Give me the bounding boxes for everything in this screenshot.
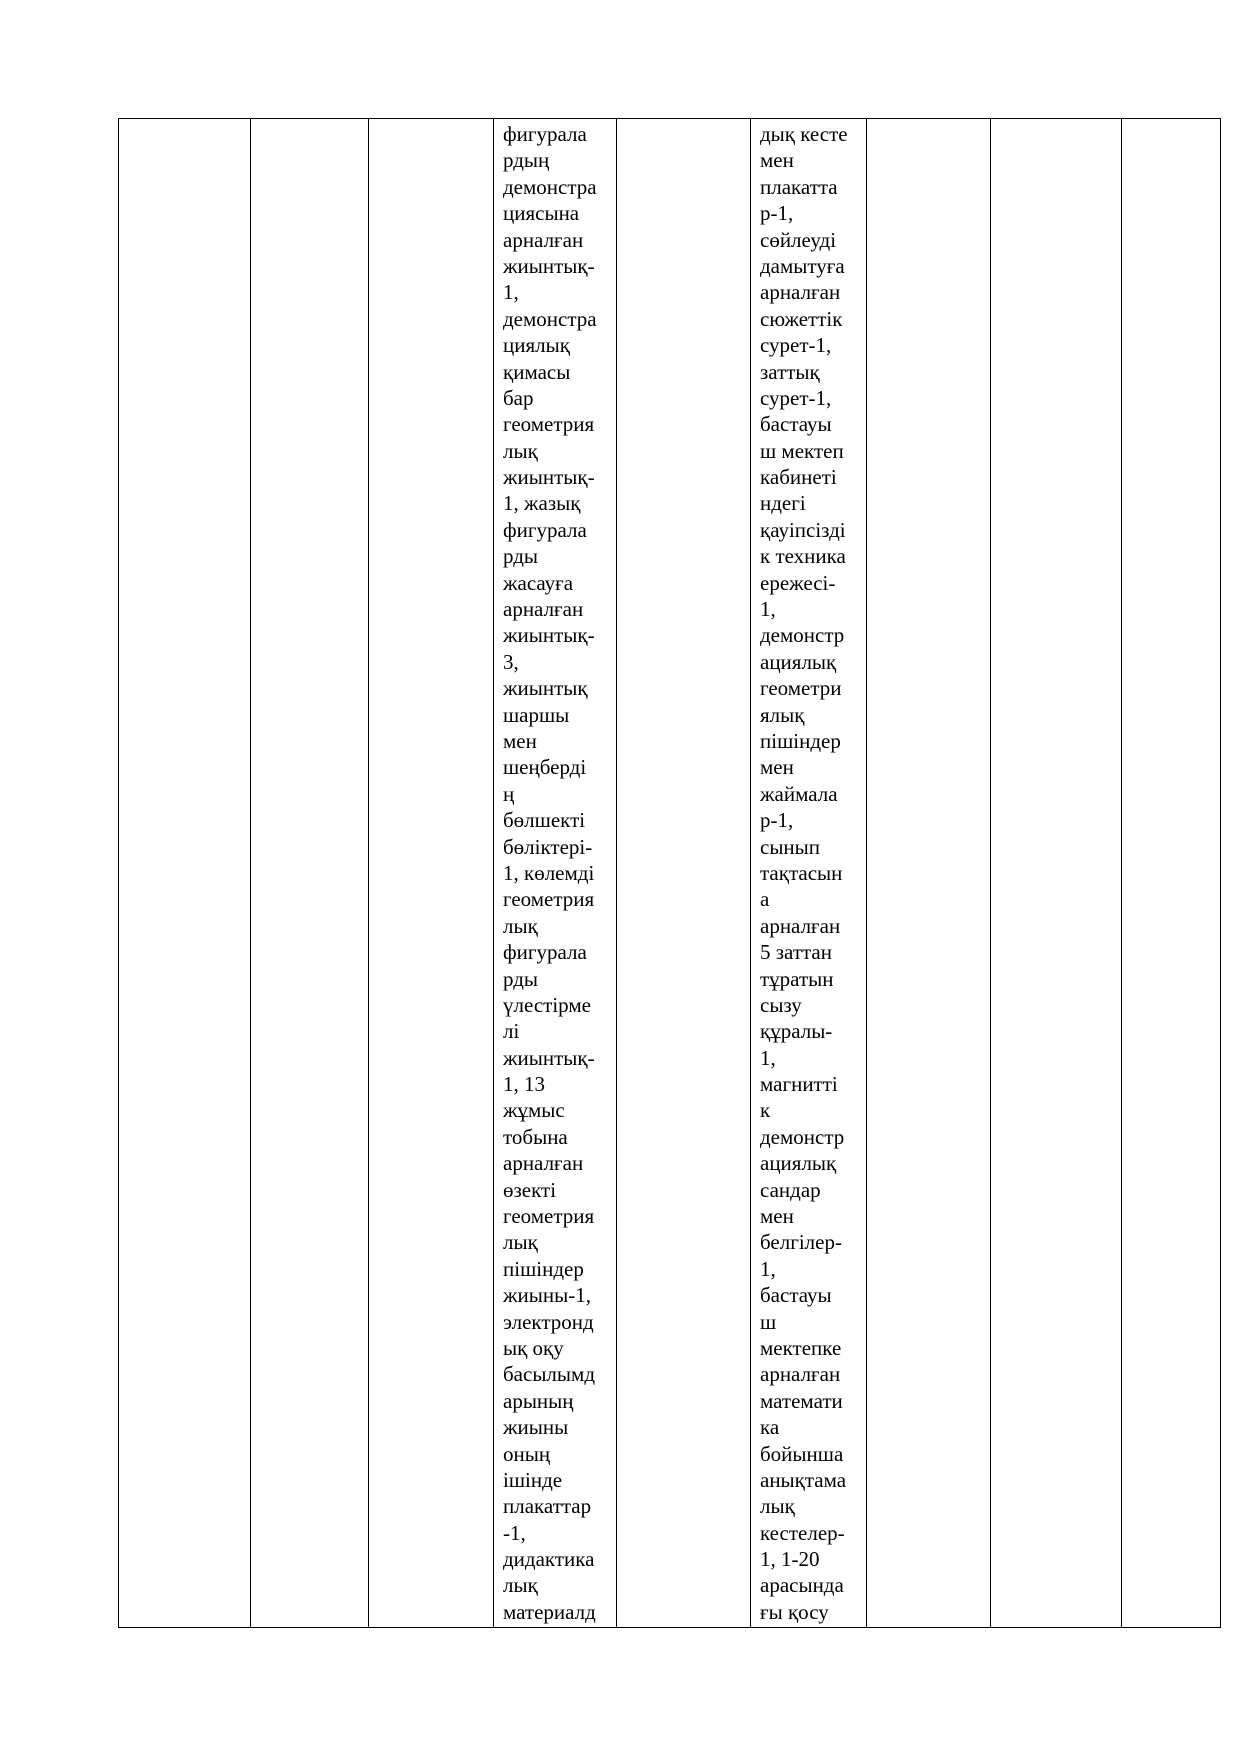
text-line: рдың: [503, 148, 550, 173]
text-line: бар: [503, 385, 534, 410]
text-line: шеңберді: [503, 755, 587, 780]
text-line: сынып: [760, 834, 821, 859]
text-line: сурет-1,: [760, 333, 832, 358]
text-line: 1, көлемді: [503, 860, 595, 885]
text-line: плакатта: [760, 174, 838, 199]
text-line: 1,: [503, 280, 519, 305]
text-line: к техника: [760, 544, 846, 569]
text-line: мен: [503, 728, 537, 753]
table-cell-equipment-list-a: [503, 121, 597, 1625]
text-line: демонстра: [503, 306, 597, 331]
text-line: ш: [760, 1309, 777, 1334]
text-line: ндегі: [760, 491, 806, 516]
text-line: материалд: [503, 1599, 596, 1624]
text-line: ғы қосу: [760, 1599, 829, 1624]
text-line: геометри: [760, 676, 842, 701]
text-line: құралы-: [760, 1019, 833, 1044]
text-line: мен: [760, 755, 794, 780]
text-line: кестелер-: [760, 1520, 845, 1545]
text-line: р-1,: [760, 808, 794, 833]
text-line: -1,: [503, 1520, 526, 1545]
text-line: бойынша: [760, 1441, 844, 1466]
text-line: бөліктері-: [503, 834, 593, 859]
text-line: демонстр: [760, 1124, 845, 1149]
text-line: 1, жазық: [503, 491, 581, 516]
text-line: тұратын: [760, 966, 834, 991]
text-line: қауіпсізді: [760, 517, 846, 542]
text-line: жиыны-1,: [503, 1283, 591, 1308]
text-line: сызу: [760, 992, 802, 1017]
text-line: қимасы: [503, 359, 571, 384]
text-line: демонстр: [760, 623, 845, 648]
text-line: сурет-1,: [760, 385, 832, 410]
text-line: рды: [503, 544, 539, 569]
column-divider-6: [866, 118, 867, 1628]
text-line: заттық: [760, 359, 820, 384]
text-line: дидактика: [503, 1547, 595, 1572]
text-line: лық: [503, 1573, 538, 1598]
text-line: арналған: [503, 1151, 584, 1176]
text-line: ш мектеп: [760, 438, 844, 463]
text-line: арының: [503, 1388, 574, 1413]
text-line: бастауы: [760, 412, 832, 437]
table-cell-equipment-list-b: [760, 121, 848, 1625]
text-line: арасында: [760, 1573, 844, 1598]
text-line: ациялық: [760, 649, 837, 674]
text-line: арналған: [503, 597, 584, 622]
text-line: ялық: [760, 702, 805, 727]
text-line: к: [760, 1098, 771, 1123]
text-line: ң: [503, 781, 515, 806]
text-line: циялық: [503, 333, 570, 358]
column-divider-2: [368, 118, 369, 1628]
text-line: сөйлеуді: [760, 227, 837, 252]
text-line: ациялық: [760, 1151, 837, 1176]
text-line: 1,: [760, 597, 776, 622]
text-line: кабинеті: [760, 465, 837, 490]
text-line: геометрия: [503, 1204, 595, 1229]
text-line: математи: [760, 1388, 843, 1413]
text-line: а: [760, 887, 770, 912]
text-line: демонстра: [503, 174, 597, 199]
text-line: лі: [503, 1019, 520, 1044]
text-line: 1, 1-20: [760, 1547, 820, 1572]
text-line: шаршы: [503, 702, 570, 727]
text-line: жиынтық-: [503, 253, 595, 278]
text-line: пішіндер: [760, 728, 841, 753]
column-divider-3: [493, 118, 494, 1628]
text-line: арналған: [760, 280, 841, 305]
text-line: жаймала: [760, 781, 838, 806]
text-line: арналған: [503, 227, 584, 252]
text-line: басылымд: [503, 1362, 595, 1387]
text-line: анықтама: [760, 1467, 847, 1492]
text-line: 1, 13: [503, 1072, 545, 1097]
text-line: ішінде: [503, 1467, 563, 1492]
text-line: лық: [503, 1230, 538, 1255]
text-line: геометрия: [503, 412, 595, 437]
text-line: ық оқу: [503, 1335, 564, 1360]
text-line: жиынтық-: [503, 465, 595, 490]
text-line: циясына: [503, 201, 580, 226]
text-line: плакаттар: [503, 1494, 592, 1519]
text-line: лық: [760, 1494, 795, 1519]
resource-table: [118, 118, 1221, 1628]
text-line: тақтасын: [760, 860, 843, 885]
text-line: жасауға: [503, 570, 574, 595]
text-line: мектепке: [760, 1335, 842, 1360]
text-line: бастауы: [760, 1283, 832, 1308]
text-line: жұмыс: [503, 1098, 565, 1123]
column-divider-4: [616, 118, 617, 1628]
column-divider-8: [1121, 118, 1122, 1628]
text-line: арналған: [760, 1362, 841, 1387]
text-line: ка: [760, 1415, 780, 1440]
text-line: 5 заттан: [760, 940, 832, 965]
text-line: дамытуға: [760, 253, 845, 278]
text-line: сюжеттік: [760, 306, 843, 331]
text-line: магнитті: [760, 1072, 838, 1097]
text-line: жиынтық-: [503, 1045, 595, 1070]
text-line: өзекті: [503, 1177, 557, 1202]
text-line: электронд: [503, 1309, 594, 1334]
text-line: лық: [503, 438, 538, 463]
text-line: лық: [503, 913, 538, 938]
text-line: 3,: [503, 649, 519, 674]
text-line: жиыны: [503, 1415, 569, 1440]
text-line: бөлшекті: [503, 808, 586, 833]
text-line: 1,: [760, 1256, 776, 1281]
text-line: 1,: [760, 1045, 776, 1070]
text-line: фигурала: [503, 940, 587, 965]
text-line: дық кесте: [760, 122, 848, 146]
text-line: мен: [760, 1204, 794, 1229]
text-line: оның: [503, 1441, 551, 1466]
text-line: пішіндер: [503, 1256, 584, 1281]
text-line: сандар: [760, 1177, 821, 1202]
text-line: жиынтық: [503, 676, 588, 701]
text-line: фигурала: [503, 122, 587, 146]
column-divider-5: [750, 118, 751, 1628]
text-line: белгілер-: [760, 1230, 842, 1255]
column-divider-1: [250, 118, 251, 1628]
text-line: тобына: [503, 1124, 568, 1149]
text-line: арналған: [760, 913, 841, 938]
column-divider-7: [990, 118, 991, 1628]
text-line: рды: [503, 966, 539, 991]
text-line: мен: [760, 148, 794, 173]
text-line: үлестірме: [503, 992, 591, 1017]
text-line: геометрия: [503, 887, 595, 912]
text-line: р-1,: [760, 201, 794, 226]
text-line: фигурала: [503, 517, 587, 542]
text-line: ережесі-: [760, 570, 836, 595]
text-line: жиынтық-: [503, 623, 595, 648]
